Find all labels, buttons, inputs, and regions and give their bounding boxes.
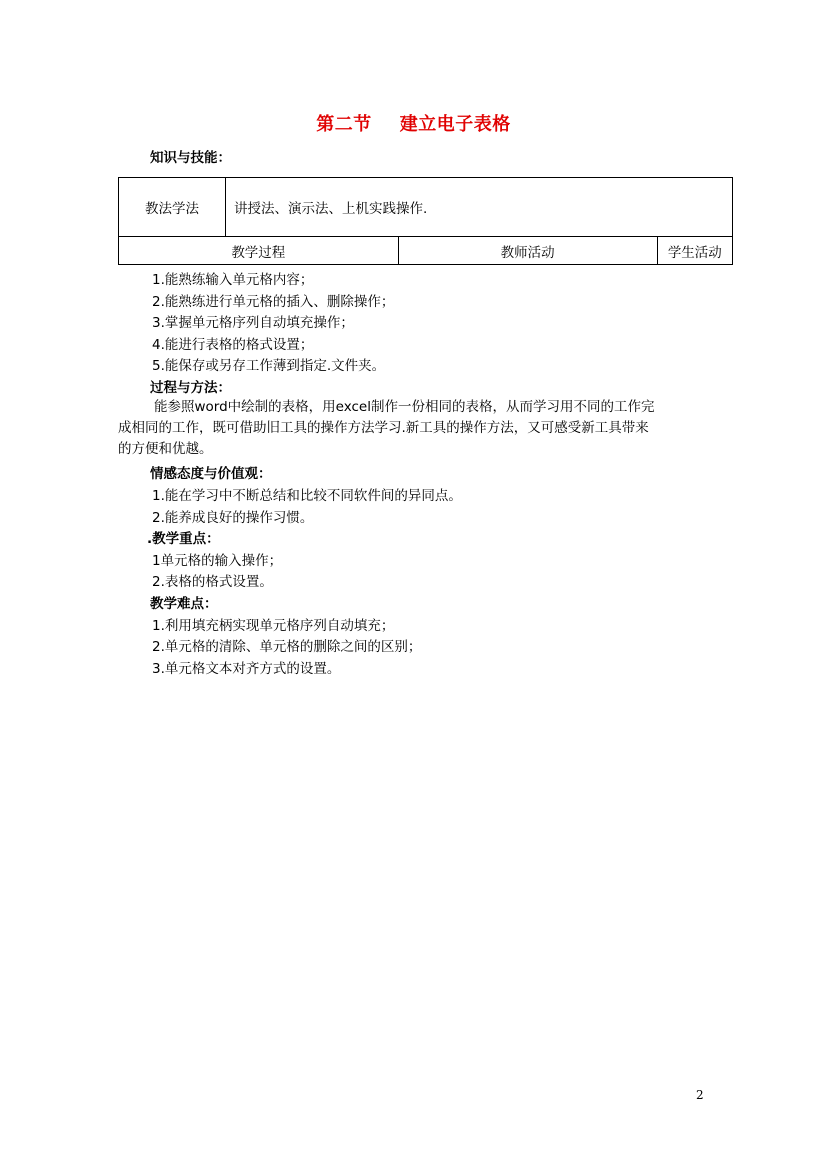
key-points-heading: .教学重点：: [147, 531, 220, 547]
list-item: 1.利用填充柄实现单元格序列自动填充；: [152, 618, 395, 634]
list-item: 2.能熟练进行单元格的插入、删除操作；: [152, 294, 395, 310]
process-heading: 过程与方法：: [150, 380, 231, 396]
header-student-activity: 学生活动: [657, 237, 732, 265]
lesson-plan-table: [118, 177, 733, 265]
page-number: 2: [696, 1088, 704, 1102]
paragraph-line: 能参照word中绘制的表格，用excel制作一份相同的表格，从而学习用不同的工作完: [154, 399, 655, 415]
list-item: 4.能进行表格的格式设置；: [152, 337, 314, 353]
table-row: [119, 178, 733, 237]
header-teacher-activity: 教师活动: [398, 237, 657, 265]
method-label-cell: 教法学法: [119, 178, 226, 237]
difficulty-heading: 教学难点：: [150, 596, 218, 612]
process-paragraph: [118, 397, 718, 460]
list-item: 3.单元格文本对齐方式的设置。: [152, 661, 341, 677]
list-item: 5.能保存或另存工作薄到指定.文件夹。: [152, 358, 386, 374]
paragraph-line: 成相同的工作，既可借助旧工具的操作方法学习.新工具的操作方法，又可感受新工具带来: [118, 420, 649, 436]
list-item: 3.掌握单元格序列自动填充操作；: [152, 315, 354, 331]
title-section-number: 第二节: [316, 114, 372, 135]
list-item: 2.单元格的清除、单元格的删除之间的区别；: [152, 639, 422, 655]
table-row: [119, 237, 733, 265]
header-teaching-process: 教学过程: [119, 237, 399, 265]
page-title: [0, 110, 827, 136]
list-item: 1单元格的输入操作；: [152, 553, 283, 569]
paragraph-line: 的方便和优越。: [118, 441, 213, 457]
list-item: 1.能熟练输入单元格内容；: [152, 272, 314, 288]
title-topic: 建立电子表格: [399, 114, 511, 135]
method-value-cell: 讲授法、演示法、上机实践操作.: [226, 178, 733, 237]
list-item: 1.能在学习中不断总结和比较不同软件间的异同点。: [152, 488, 462, 504]
knowledge-heading: 知识与技能：: [150, 150, 231, 166]
list-item: 2.能养成良好的操作习惯。: [152, 510, 314, 526]
list-item: 2.表格的格式设置。: [152, 574, 273, 590]
emotion-heading: 情感态度与价值观：: [150, 466, 272, 482]
